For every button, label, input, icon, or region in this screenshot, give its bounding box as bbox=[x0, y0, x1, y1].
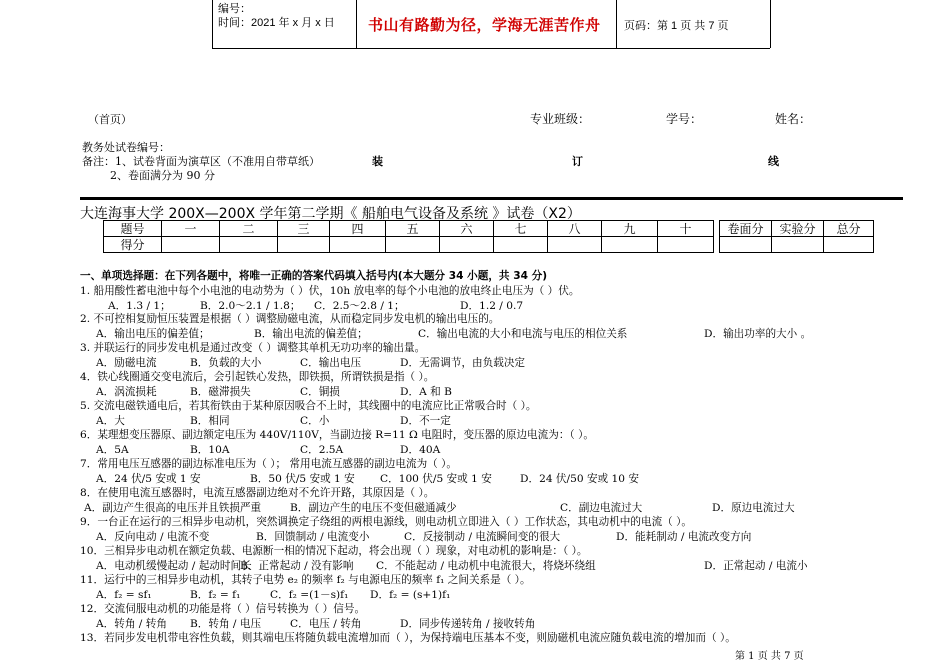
score-col-8: 八 bbox=[548, 221, 602, 237]
header-divider-1 bbox=[356, 0, 357, 48]
score-table-row-numbers bbox=[104, 221, 874, 237]
page-label: 页码：第 1 页 共 7 页 bbox=[624, 20, 729, 32]
option-a: A．24 伏/5 安或 1 安 bbox=[96, 473, 201, 485]
option-b: B．负载的大小 bbox=[190, 357, 262, 369]
option-c: C．f₂ =(1－s)f₁ bbox=[270, 589, 349, 601]
score-total: 总分 bbox=[824, 221, 874, 237]
score-cell bbox=[386, 237, 440, 253]
option-d: D．原边电流过大 bbox=[712, 502, 795, 514]
option-d: D．能耗制动 / 电流改变方向 bbox=[616, 531, 752, 543]
score-col-9: 九 bbox=[602, 221, 658, 237]
score-table-row-scores bbox=[104, 237, 874, 253]
exam-title: 大连海事大学 200X—200X 学年第二学期《 船舶电气设备及系统 》试卷（X2） bbox=[80, 206, 581, 222]
first-page-label: （首页） bbox=[88, 113, 132, 126]
class-label: 专业班级： bbox=[530, 112, 591, 126]
option-c: C．小 bbox=[300, 415, 330, 427]
option-c: C．100 伏/5 安或 1 安 bbox=[380, 473, 492, 485]
score-col-3: 三 bbox=[278, 221, 330, 237]
score-col-4: 四 bbox=[330, 221, 386, 237]
question-1-stem: 1. 船用酸性蓄电池中每个小电池的电动势为（ ）伏，10h 放电率的每个小电池的放电终止电压为（ ）伏。 bbox=[80, 285, 580, 297]
score-row2-label: 得分 bbox=[104, 237, 162, 253]
header-border-left bbox=[212, 0, 213, 48]
score-col-10: 十 bbox=[658, 221, 714, 237]
option-c: C．反接制动 / 电流瞬间变的很大 bbox=[404, 531, 561, 543]
question-12-stem: 12．交流伺服电动机的功能是将（ ）信号转换为（ ）信号。 bbox=[80, 603, 366, 615]
score-cell bbox=[772, 237, 824, 253]
option-c: C．输出电压 bbox=[300, 357, 362, 369]
option-d: D．24 伏/50 安或 10 安 bbox=[520, 473, 639, 485]
score-cell bbox=[824, 237, 874, 253]
option-b: B．10A bbox=[190, 444, 230, 456]
header-border-right bbox=[770, 0, 771, 48]
option-a: A．涡流损耗 bbox=[96, 386, 157, 398]
option-b: B．输出电流的偏差值； bbox=[254, 328, 368, 340]
option-c: C．铜损 bbox=[300, 386, 340, 398]
score-cell bbox=[440, 237, 494, 253]
option-c: C．2.5～2.8 / 1； bbox=[314, 300, 405, 312]
score-col-1: 一 bbox=[162, 221, 220, 237]
option-d: D．不一定 bbox=[400, 415, 451, 427]
binding-char-2: 订 bbox=[572, 155, 583, 168]
footer-page: 第 1 页 共 7 页 bbox=[735, 651, 804, 662]
time-label: 时间：2021 年 x 月 x 日 bbox=[218, 17, 335, 29]
option-d: D．无需调节，由负载决定 bbox=[400, 357, 526, 369]
question-3-stem: 3. 并联运行的同步发电机是通过改变（ ）调整其单机无功功率的输出量。 bbox=[80, 342, 426, 354]
score-cell bbox=[494, 237, 548, 253]
option-a: A．大 bbox=[96, 415, 125, 427]
binding-char-1: 装 bbox=[372, 155, 383, 168]
question-10-stem: 10．三相异步电动机在额定负载、电源断一相的情况下起动，将会出现（ ）现象，对电动机的影响是：（ ）。 bbox=[80, 545, 588, 557]
option-c: C．电压 / 转角 bbox=[290, 618, 362, 630]
option-b: B．f₂ = f₁ bbox=[190, 589, 241, 601]
option-d: D．f₂ = (s+1)f₁ bbox=[370, 589, 451, 601]
question-11-stem: 11．运行中的三相异步电动机，其转子电势 e₂ 的频率 f₂ 与电源电压的频率 f₁ 之间关系是（ ）。 bbox=[80, 574, 531, 586]
score-cell bbox=[162, 237, 220, 253]
option-c: C．副边电流过大 bbox=[560, 502, 643, 514]
option-b: B．磁滞损失 bbox=[190, 386, 251, 398]
option-d: D．同步传递转角 / 接收转角 bbox=[400, 618, 536, 630]
score-cell bbox=[330, 237, 386, 253]
option-b: B．2.0～2.1 / 1.8； bbox=[200, 300, 301, 312]
header-divider-2 bbox=[616, 0, 617, 48]
score-col-2: 二 bbox=[220, 221, 278, 237]
score-cell bbox=[548, 237, 602, 253]
office-no: 教务处试卷编号： bbox=[82, 141, 170, 154]
score-lab: 实验分 bbox=[772, 221, 824, 237]
option-d: D．正常起动 / 电流小 bbox=[704, 560, 808, 572]
question-8-stem: 8．在使用电流互感器时，电流互感器副边绝对不允许开路，其原因是（ ）。 bbox=[80, 487, 435, 499]
option-d: D．1.2 / 0.7 bbox=[460, 300, 524, 312]
option-a: A．反向电动 / 电流不变 bbox=[96, 531, 210, 543]
score-row1-label: 题号 bbox=[104, 221, 162, 237]
option-a: A．副边产生很高的电压并且铁损严重 bbox=[84, 502, 262, 514]
option-a: A．1.3 / 1； bbox=[108, 300, 171, 312]
question-9-stem: 9．一台正在运行的三相异步电动机，突然调换定子绕组的两根电源线，则电动机立即进入（ ）工作状态，其电动机中的电流（ ）。 bbox=[80, 516, 693, 528]
option-b: B．转角 / 电压 bbox=[190, 618, 262, 630]
question-13-stem: 13．若同步发电机带电容性负载，则其端电压将随负载电流增加而（ ），为保持端电压基本不变，则励磁机电流应随负载电流的增加而（ ）。 bbox=[80, 632, 736, 644]
option-d: D．A 和 B bbox=[400, 386, 452, 398]
score-paper: 卷面分 bbox=[720, 221, 772, 237]
binding-char-3: 线 bbox=[768, 155, 779, 168]
motto: 书山有路勤为径，学海无涯苦作舟 bbox=[368, 16, 601, 34]
option-b: B．相同 bbox=[190, 415, 230, 427]
option-c: C．2.5A bbox=[300, 444, 344, 456]
option-b: B．副边产生的电压不变但磁通减少 bbox=[290, 502, 457, 514]
option-d: D．40A bbox=[400, 444, 441, 456]
option-a: A．5A bbox=[96, 444, 129, 456]
score-cell bbox=[602, 237, 658, 253]
header-border-bottom bbox=[212, 48, 770, 49]
option-a: A．电动机缓慢起动 / 起动时间长 bbox=[96, 560, 252, 572]
question-4-stem: 4．铁心线圈通交变电流后，会引起铁心发热，即铁损，所谓铁损是指（ ）。 bbox=[80, 371, 435, 383]
question-2-stem: 2. 不可控相复励恒压装置是根据（ ）调整励磁电流，从而稳定同步发电机的输出电压的。 bbox=[80, 313, 500, 325]
question-7-stem: 7．常用电压互感器的副边标准电压为（ ）； 常用电流互感器的副边电流为（ ）。 bbox=[80, 458, 458, 470]
title-rule bbox=[80, 197, 903, 200]
option-a: A．转角 / 转角 bbox=[96, 618, 167, 630]
option-a: A．输出电压的偏差值； bbox=[96, 328, 210, 340]
option-c: C．不能起动 / 电动机中电流很大，将烧坏绕组 bbox=[376, 560, 596, 572]
option-c: C．输出电流的大小和电流与电压的相位关系 bbox=[418, 328, 628, 340]
score-col-6: 六 bbox=[440, 221, 494, 237]
score-cell bbox=[658, 237, 714, 253]
option-d: D．输出功率的大小 。 bbox=[704, 328, 812, 340]
option-a: A．f₂ = sf₁ bbox=[96, 589, 152, 601]
score-cell bbox=[278, 237, 330, 253]
section-1-heading: 一、单项选择题：在下列各题中，将唯一正确的答案代码填入括号内(本大题分 34 小题，共 34 分) bbox=[80, 270, 548, 282]
score-cell bbox=[220, 237, 278, 253]
number-label: 编号： bbox=[218, 3, 251, 15]
question-5-stem: 5. 交流电磁铁通电后，若其衔铁由于某种原因吸合不上时，其线圈中的电流应比正常吸合时（ ）。 bbox=[80, 400, 537, 412]
note-2: 2、卷面满分为 90 分 bbox=[110, 169, 215, 182]
score-cell bbox=[720, 237, 772, 253]
score-col-7: 七 bbox=[494, 221, 548, 237]
name-label: 姓名： bbox=[775, 112, 812, 126]
option-a: A．励磁电流 bbox=[96, 357, 157, 369]
question-6-stem: 6．某理想变压器原、副边额定电压为 440V/110V，当副边接 R=11 Ω 电阻时，变压器的原边电流为：（ ）。 bbox=[80, 429, 594, 441]
score-table bbox=[103, 220, 874, 253]
option-b: B．50 伏/5 安或 1 安 bbox=[250, 473, 355, 485]
option-b: B．正常起动 / 没有影响 bbox=[240, 560, 354, 572]
score-col-5: 五 bbox=[386, 221, 440, 237]
option-b: B．回馈制动 / 电流变小 bbox=[256, 531, 370, 543]
note-1: 备注：1、试卷背面为演草区（不准用自带草纸） bbox=[82, 155, 320, 168]
student-no-label: 学号： bbox=[666, 112, 703, 126]
